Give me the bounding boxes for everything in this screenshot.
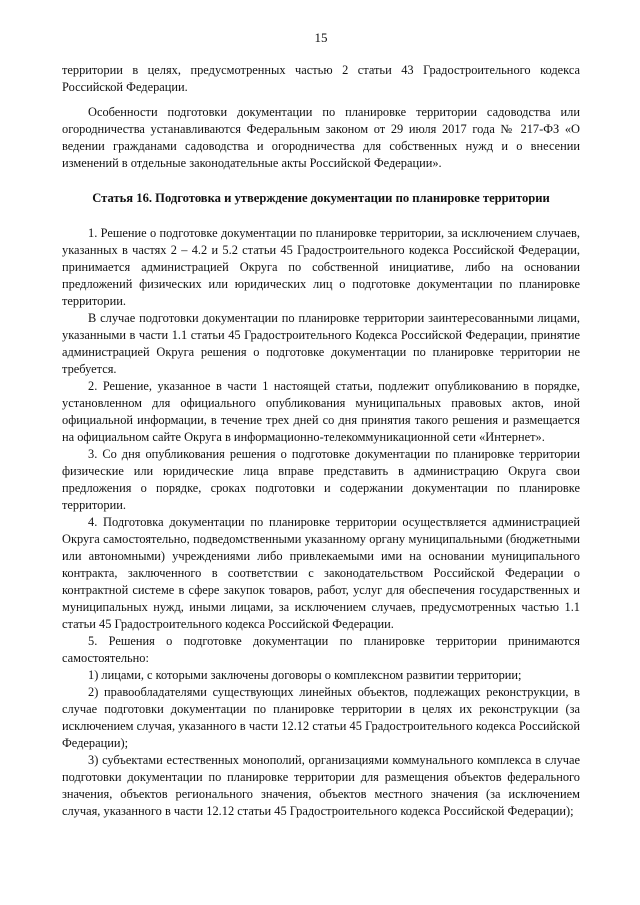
article-paragraph-1-note: В случае подготовки документации по планировке территории заинтересованными лицами, указанными в части 1.1 статьи 45 Градостроительного Кодекса Российской Федерации, принятие администрацией Округа решения о подготовке документации по планировке территории не требуется. xyxy=(62,311,580,376)
article-paragraph-5: 5. Решения о подготовке документации по планировке территории принимаются самостоятельно: xyxy=(62,634,580,665)
intro-paragraph-continuation: территории в целях, предусмотренных частью 2 статьи 43 Градостроительного кодекса Российской Федерации. xyxy=(62,63,580,94)
article-list-item-1: 1) лицами, с которыми заключены договоры о комплексном развитии территории; xyxy=(88,668,522,682)
article-paragraph-3: 3. Со дня опубликования решения о подготовке документации по планировке территории физические или юридические лица вправе представить в администрацию Округа свои предложения о порядке, сроках подготовки и содержании документации по планировке территории. xyxy=(62,447,580,512)
article-paragraph-4: 4. Подготовка документации по планировке территории осуществляется администрацией Округа самостоятельно, подведомственными указанному органу муниципальными (бюджетными или автономными) учреждениями либо привлекаемыми ими на основании муниципального контракта, заключенного в соответствии с законодательством Российской Федерации о контрактной системе в сфере закупок товаров, работ, услуг для обеспечения государственных и муниципальных нужд, иными лицами, за исключением случаев, предусмотренных частью 1.1 статьи 45 Градостроительного кодекса Российской Федерации. xyxy=(62,515,580,631)
article-paragraph-2: 2. Решение, указанное в части 1 настоящей статьи, подлежит опубликованию в порядке, установленном для официального опубликования муниципальных правовых актов, иной официальной информации, в течение трех дней со дня принятия такого решения и размещается на официальном сайте Округа в информационно-телекоммуникационной сети «Интернет». xyxy=(62,379,580,444)
page-number: 15 xyxy=(314,30,328,45)
article-list-item-2: 2) правообладателями существующих линейных объектов, подлежащих реконструкции, в случае подготовки документации по планировке территории в целях их реконструкции (за исключением случая, указанного в части 12.12 статьи 45 Градостроительного кодекса Российской Федерации); xyxy=(62,685,580,750)
document-page xyxy=(62,30,580,820)
intro-paragraph-gardening: Особенности подготовки документации по планировке территории садоводства или огородничества устанавливаются Федеральным законом от 29 июля 2017 года № 217-ФЗ «О ведении гражданами садоводства и огородничества для собственных нужд и о внесении изменений в отдельные законодательные акты Российской Федерации». xyxy=(62,105,580,170)
article-heading: Статья 16. Подготовка и утверждение документации по планировке территории xyxy=(92,191,550,205)
article-list-item-3: 3) субъектами естественных монополий, организациями коммунального комплекса в случае подготовки документации по планировке территории для размещения объектов федерального значения, объектов регионального значения, объектов местного значения (за исключением случая, указанного в части 12.12 статьи 45 Градостроительного кодекса Российской Федерации); xyxy=(62,753,580,818)
article-paragraph-1: 1. Решение о подготовке документации по планировке территории, за исключением случаев, указанных в частях 2 – 4.2 и 5.2 статьи 45 Градостроительного кодекса Российской Федерации, принимается администрацией Округа по собственной инициативе, либо на основании предложений физических или юридических лиц о подготовке документации по планировке территории. xyxy=(62,226,580,308)
